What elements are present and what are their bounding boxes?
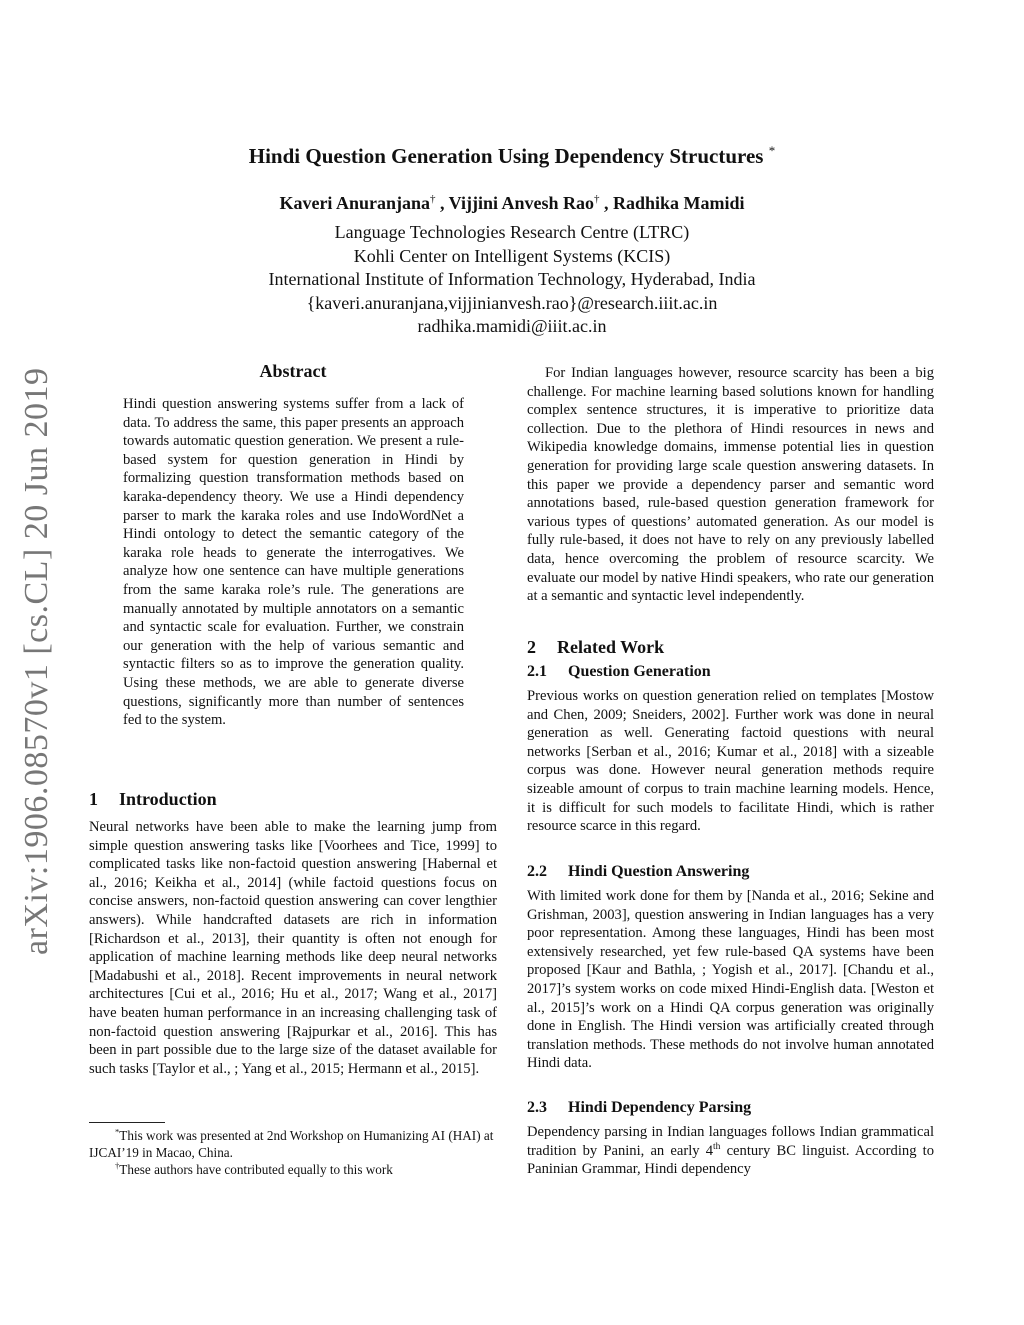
dp-text-start: Dependency parsing in Indian languages follows Indian grammatical tradition by Panini, an early 4 <box>527 1124 934 1159</box>
question-generation-text: Previous works on question generation relied on templates [Mostow and Chen, 2009; Sneiders, 2002]. Further work was done in neural generation as well. Generating factoid questions with neural networks [Serban et al., 2016; Kumar et al., 2018] with a sizeable corpus was done. However neural generation methods require sizeable amount of corpus to train machine learning models. Hence, it is difficult for such models to facilitate Hindi, which is rather resource scarce in this regard. <box>527 688 934 835</box>
section-heading-introduction <box>89 789 217 810</box>
title-text: Hindi Question Generation Using Dependency Structures <box>248 144 764 168</box>
footnote <box>89 1127 497 1161</box>
author-email[interactable]: {kaveri.anuranjana,vijjinianvesh.rao}@research.iiit.ac.in <box>306 292 718 313</box>
hindi-qa-text: With limited work done for them by [Nanda et al., 2016; Sekine and Grishman, 2003], question answering in Indian languages has a very poor representation. Among these languages, Hindi has been most extensively researched, yet few rule-based QA systems have been proposed [Kaur and Bathla, ; Yogish et al., 2017]. [Chandu et al., 2017]’s system works on code mixed Hindi-English data. [Weston et al., 2015]’s work on a Hindi QA corpus generation was originally done in English. The Hindi version was artificially created through translation methods. These methods do not involve human annotated Hindi data. <box>527 888 934 1072</box>
ordinal-superscript: th <box>713 1141 721 1152</box>
abstract-text: Hindi question answering systems suffer from a lack of data. To address the same, this paper presents an approach towards automatic question generation. We present a rule-based system for question generation in Hindi by formalizing question transformation methods based on karaka-dependency theory. We use a Hindi dependency parser to mark the karaka roles and use IndoWordNet a Hindi ontology to detect the semantic category of the karaka role heads to generate the interrogatives. We analyze how one sentence can have multiple generations from the same karaka role’s rule. The generations are manually annotated by multiple annotators on a semantic and syntactic scale for evaluation. Further, we constrain our generation with the help of various semantic and syntactic filters so as to improve the generation quality. Using these methods, we are able to generate diverse questions, significantly more than number of sentences fed to the system. <box>123 396 464 729</box>
subsection-title: Question Generation <box>568 663 711 680</box>
author-mark: † <box>594 193 600 205</box>
footnote-mark: * <box>115 1126 120 1137</box>
subsection-heading-dependency-parsing <box>527 1099 751 1117</box>
footnote-mark: † <box>115 1160 120 1171</box>
footnote-text: This work was presented at 2nd Workshop on Humanizing AI (HAI) at IJCAI’19 in Macao, China. <box>89 1128 494 1160</box>
subsection-number: 2.3 <box>527 1099 547 1116</box>
author-list <box>0 193 1024 214</box>
affiliation-line: Kohli Center on Intelligent Systems (KCIS) <box>353 245 671 266</box>
section-heading-related-work <box>527 637 664 658</box>
affiliation-line: Language Technologies Research Centre (LTRC) <box>334 222 690 242</box>
author-name: Radhika Mamidi <box>613 193 745 213</box>
subsection-title: Hindi Dependency Parsing <box>568 1099 752 1116</box>
subsection-title: Hindi Question Answering <box>568 863 750 880</box>
affiliation-line: International Institute of Information Technology, Hyderabad, India <box>268 269 756 289</box>
title-footnote-mark: * <box>768 143 776 158</box>
introduction-text: Neural networks have been able to make the learning jump from simple question answering tasks like [Voorhees and Tice, 1999] to complicated tasks like non-factoid question answering [Habernal et al., 2016; Keikha et al., 2014] (while factoid questions focus on concise answers, non-factoid question answering can cover lengthier answers). While handcrafted datasets are rich in information [Richardson et al., 2013], their quantity is often not enough for application of machine learning methods like deep neural networks [Madabushi et al., 2018]. Recent improvements in neural network architectures [Cui et al., 2016; Hu et al., 2017; Wang et al., 2017] have beaten human performance in an increasing challenging task of non-factoid question answering [Rajpurkar et al., 2016]. This has been in part possible due to the large size of the dataset available for such tasks [Taylor et al., ; Yang et al., 2015; Hermann et al., 2015]. <box>89 819 497 1077</box>
dp-text-end: century BC linguist. According to Paninian Grammar, Hindi dependency <box>527 1142 934 1178</box>
footnote-divider <box>89 1122 165 1123</box>
affiliation-block <box>0 221 1024 339</box>
subsection-heading-hindi-qa <box>527 863 749 881</box>
section-title: Related Work <box>557 637 665 657</box>
subsection-heading-question-generation <box>527 663 711 681</box>
author-mark: † <box>429 193 436 205</box>
author-email[interactable]: radhika.mamidi@iiit.ac.in <box>417 316 607 336</box>
arxiv-identifier-stamp: arXiv:1906.08570v1 [cs.CL] 20 Jun 2019 <box>18 367 55 955</box>
author-name: Vijjini Anvesh Rao <box>448 193 595 213</box>
author-name: Kaveri Anuranjana <box>279 193 430 213</box>
footnote-text: These authors have contributed equally to this work <box>119 1162 393 1177</box>
author-separator: , <box>435 193 449 213</box>
section-title: Introduction <box>119 789 217 809</box>
author-separator: , <box>599 193 614 213</box>
dependency-parsing-text <box>527 1123 934 1179</box>
introduction-continued-text: For Indian languages however, resource scarcity has been a big challenge. For machine learning based solutions known for handling complex sentence structures, it is imperative to prioritize data collection. Due to the plethora of Hindi resources in news and Wikipedia knowledge domains, immense potential lies in question generation for providing large scale question answering datasets. In this paper we provide a dependency parser and semantic word annotations based, rule-based question generation framework for various types of questions’ automated generation. As our model is fully rule-based, it does not have to rely on any previously labelled data, hence overcoming the problem of resource scarcity. We evaluate our model by native Hindi speakers, who rate our generation at a semantic and syntactic level independently. <box>527 365 934 605</box>
subsection-number: 2.1 <box>527 663 547 680</box>
section-number: 2 <box>527 637 536 657</box>
section-number: 1 <box>89 789 98 809</box>
subsection-number: 2.2 <box>527 863 547 880</box>
abstract-heading: Abstract <box>259 361 327 381</box>
footnote <box>89 1161 497 1178</box>
paper-title <box>0 144 1024 169</box>
